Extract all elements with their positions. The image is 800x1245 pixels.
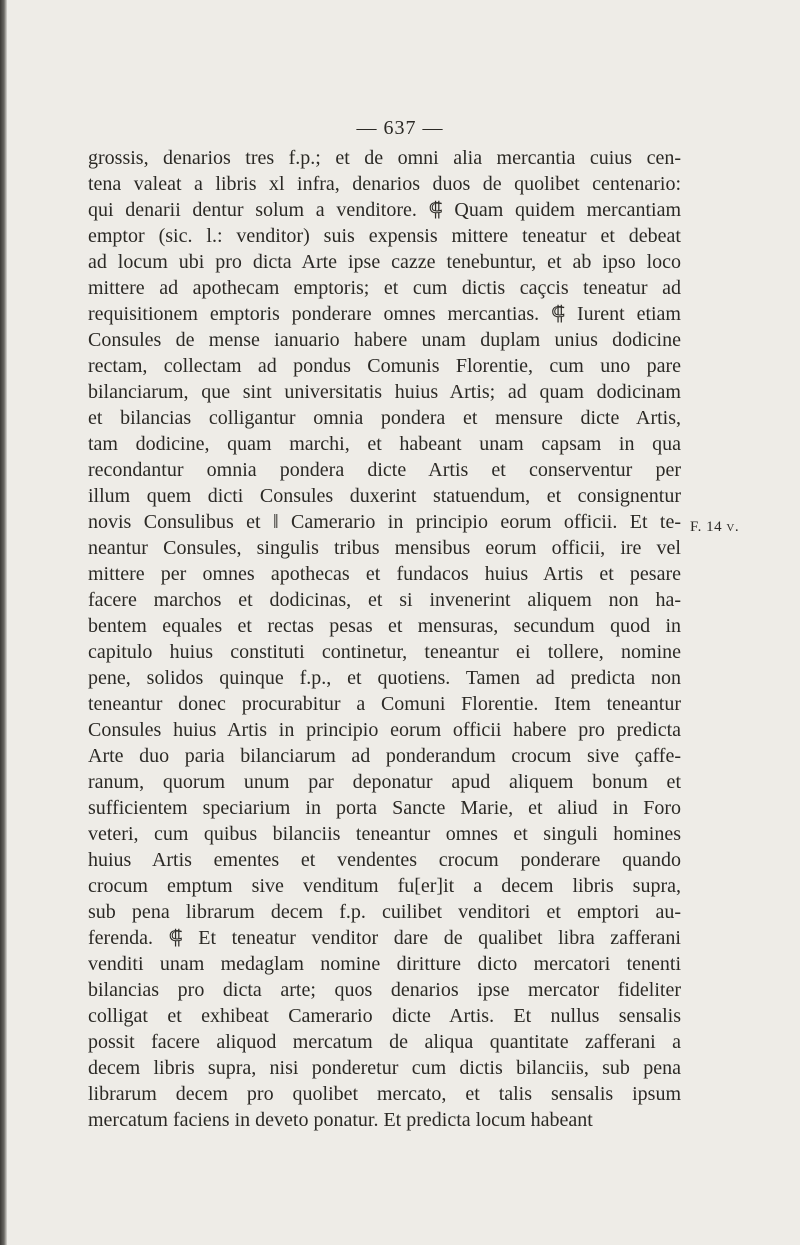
- text-line: possit facere aliquod mercatum de aliqua quantitate zafferani a: [88, 1031, 681, 1053]
- text-line: huius Artis ementes et vendentes crocum ponderare quando: [88, 849, 681, 871]
- text-line: recondantur omnia pondera dicte Artis et conserventur per: [88, 459, 681, 481]
- text-line: bilancias pro dicta arte; quos denarios ipse mercator fideliter: [88, 979, 681, 1001]
- text-line: requisitionem emptoris ponderare omnes mercantias. ⸿ Iurent etiam: [88, 303, 681, 325]
- text-line: bentem equales et rectas pesas et mensuras, secundum quod in: [88, 615, 681, 637]
- text-line: novis Consulibus et ‖ Camerario in principio eorum officii. Et te-: [88, 511, 681, 533]
- text-line: Consules huius Artis in principio eorum officii habere pro predicta: [88, 719, 681, 741]
- text-line: rectam, collectam ad pondus Comunis Florentie, cum uno pare: [88, 355, 681, 377]
- text-line: capitulo huius constituti continetur, teneantur ei tollere, nomine: [88, 641, 681, 663]
- text-line: librarum decem pro quolibet mercato, et talis sensalis ipsum: [88, 1083, 681, 1105]
- text-line: pene, solidos quinque f.p., et quotiens. Tamen ad predicta non: [88, 667, 681, 689]
- folio-margin-note: F. 14 v.: [690, 519, 740, 535]
- text-line: sufficientem speciarium in porta Sancte Marie, et aliud in Foro: [88, 797, 681, 819]
- text-line: ad locum ubi pro dicta Arte ipse cazze tenebuntur, et ab ipso loco: [88, 251, 681, 273]
- text-line: grossis, denarios tres f.p.; et de omni alia mercantia cuius cen-: [88, 147, 681, 169]
- page-number: — 637 —: [356, 117, 444, 139]
- text-line: tena valeat a libris xl infra, denarios duos de quolibet centenario:: [88, 173, 681, 195]
- text-line: et bilancias colligantur omnia pondera et mensure dicte Artis,: [88, 407, 681, 429]
- text-line: mittere ad apothecam emptoris; et cum dictis caçcis teneatur ad: [88, 277, 681, 299]
- text-line: venditi unam medaglam nomine diritture dicto mercatori tenenti: [88, 953, 681, 975]
- text-line: colligat et exhibeat Camerario dicte Artis. Et nullus sensalis: [88, 1005, 681, 1027]
- text-line: emptor (sic. l.: venditor) suis expensis mittere teneatur et debeat: [88, 225, 681, 247]
- text-line: neantur Consules, singulis tribus mensibus eorum officii, ire vel: [88, 537, 681, 559]
- text-line: ranum, quorum unum par deponatur apud aliquem bonum et: [88, 771, 681, 793]
- text-line: decem libris supra, nisi ponderetur cum dictis bilanciis, sub pena: [88, 1057, 681, 1079]
- text-line: veteri, cum quibus bilanciis teneantur omnes et singuli homines: [88, 823, 681, 845]
- text-line: tam dodicine, quam marchi, et habeant unam capsam in qua: [88, 433, 681, 455]
- text-line: teneantur donec procurabitur a Comuni Florentie. Item teneantur: [88, 693, 681, 715]
- text-line: crocum emptum sive venditum fu[er]it a decem libris supra,: [88, 875, 681, 897]
- book-spine-edge: [0, 0, 7, 1245]
- text-line: mittere per omnes apothecas et fundacos huius Artis et pesare: [88, 563, 681, 585]
- text-line: qui denarii dentur solum a venditore. ⸿ Quam quidem mercantiam: [88, 199, 681, 221]
- text-line: illum quem dicti Consules duxerint statuendum, et consignentur: [88, 485, 681, 507]
- text-line: bilanciarum, que sint universitatis huius Artis; ad quam dodicinam: [88, 381, 681, 403]
- text-line: Arte duo paria bilanciarum ad ponderandum crocum sive çaffe-: [88, 745, 681, 767]
- text-line: Consules de mense ianuario habere unam duplam unius dodicine: [88, 329, 681, 351]
- text-line: ferenda. ⸿ Et teneatur venditor dare de qualibet libra zafferani: [88, 927, 681, 949]
- text-line: facere marchos et dodicinas, et si invenerint aliquem non ha-: [88, 589, 681, 611]
- text-line: mercatum faciens in deveto ponatur. Et predicta locum habeant: [88, 1109, 593, 1131]
- body-text: [88, 145, 681, 1133]
- text-line: sub pena librarum decem f.p. cuilibet venditori et emptori au-: [88, 901, 681, 923]
